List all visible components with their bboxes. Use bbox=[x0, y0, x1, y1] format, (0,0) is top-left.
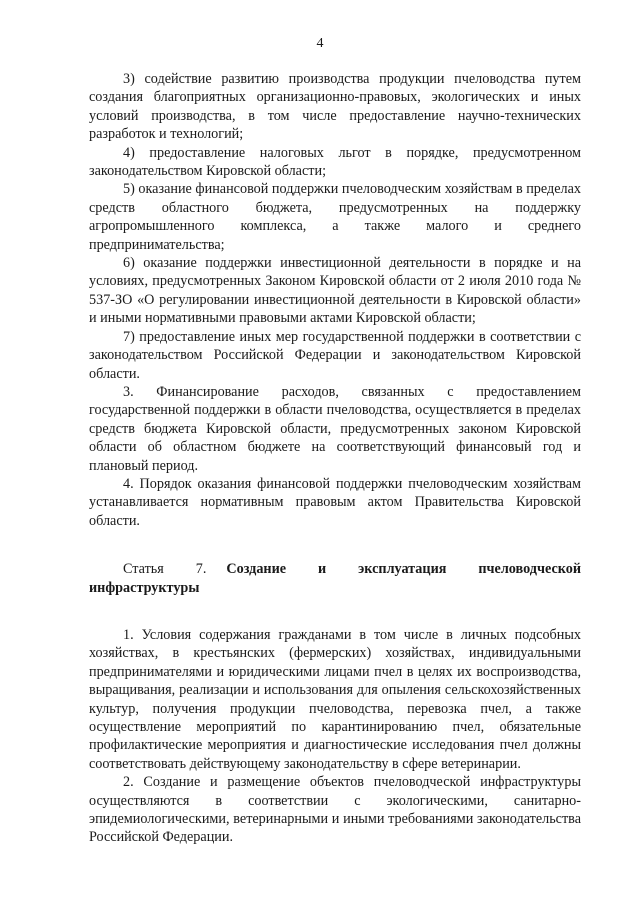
paragraph-financial-support: 5) оказание финансовой поддержки пчеловодческим хозяйствам в пределах средств областного бюджета, предусмотренных на поддержку агропромышленного комплекса, а также малого и среднего предпринимательства; bbox=[89, 181, 581, 253]
paragraph-infrastructure-placement: 2. Создание и размещение объектов пчеловодческой инфраструктуры осуществляются в соответствии с экологическими, санитарно-эпидемиологическими, ветеринарными и иными требованиями законодательства Российской Федерации. bbox=[89, 774, 581, 846]
document-body bbox=[89, 70, 581, 847]
paragraph-procedure: 4. Порядок оказания финансовой поддержки пчеловодческим хозяйствам устанавливается нормативным правовым актом Правительства Кировской области. bbox=[89, 475, 581, 529]
paragraph-tax-benefits: 4) предоставление налоговых льгот в порядке, предусмотренном законодательством Кировской области; bbox=[89, 144, 581, 180]
page-number: 4 bbox=[316, 36, 324, 51]
paragraph-keeping-conditions: 1. Условия содержания гражданами в том числе в личных подсобных хозяйствах, в крестьянских (фермерских) хозяйствах, индивидуальными предпринимателями и юридическими лицами пчел в целях их воспроизводства, выращивания, реализации и использования для опыления сельскохозяйственных культур, получения продукции пчеловодства, перевозка пчел, а также осуществление мероприятий по карантинированию пчел, обязательные профилактические мероприятия и диагностические исследования пчел должны соответствовать действующему законодательству в сфере ветеринарии. bbox=[89, 626, 581, 772]
article-heading bbox=[89, 560, 581, 597]
paragraph-other-measures: 7) предоставление иных мер государственной поддержки в соответствии с законодательством Российской Федерации и законодательством Кировской области. bbox=[89, 328, 581, 382]
paragraph-support-production: 3) содействие развитию производства продукции пчеловодства путем создания благоприятных организационно-правовых, экологических и иных условий производства, в том числе предоставление научно-технических разработок и технологий; bbox=[89, 71, 581, 143]
paragraph-financing: 3. Финансирование расходов, связанных с предоставлением государственной поддержки в области пчеловодства, осуществляется в пределах средств бюджета Кировской области, предусмотренных законом Кировской области об областном бюджете на соответствующий финансовый год и плановый период. bbox=[89, 383, 581, 474]
article-label: Статья 7. bbox=[123, 561, 207, 578]
paragraph-investment-support: 6) оказание поддержки инвестиционной деятельности в порядке и на условиях, предусмотренных Законом Кировской области от 2 июля 2010 года № 537-ЗО «О регулировании инвестиционной деятельности в Кировской области» и иными нормативными правовыми актами Кировской области; bbox=[89, 255, 581, 327]
article-title: Создание и эксплуатация пчеловодческой инфраструктуры bbox=[89, 561, 581, 596]
